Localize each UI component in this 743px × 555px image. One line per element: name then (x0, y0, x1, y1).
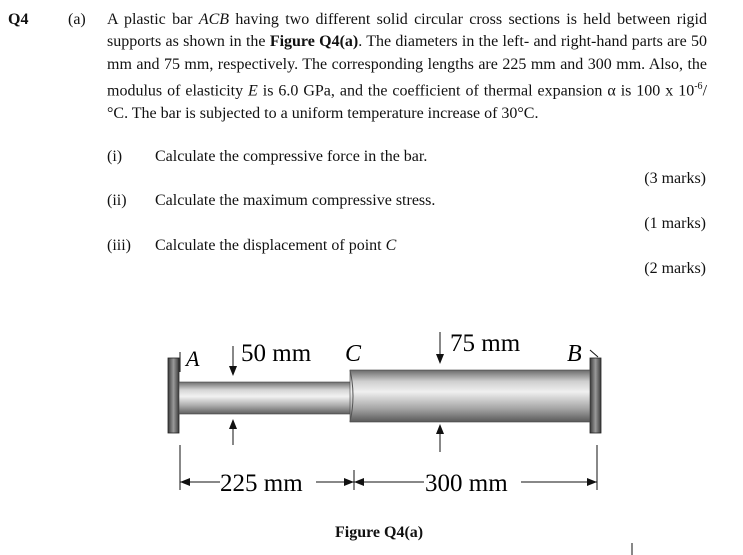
subquestion-1-text: Calculate the compressive force in the bar. (155, 148, 428, 165)
subquestion-2-marks: (1 marks) (644, 215, 706, 232)
label-A: A (186, 346, 200, 371)
subquestion-2-number: (ii) (107, 192, 127, 209)
diameter-right-label: 75 mm (450, 330, 521, 357)
subquestion-3-number: (iii) (107, 237, 131, 254)
left-rod (179, 382, 354, 414)
point-label: C (385, 237, 397, 254)
label-C: C (345, 341, 362, 367)
question-text: A plastic bar ACB having two different solid circular cross sections is held between rigid supports as shown in the Figure Q4(a). The diameters in the left- and right-hand parts are 50 mm and 75 mm, respectively. The corresponding lengths are 225 mm and 300 mm. Also, the modulus of elasticity E is 6.0 GPa, and the coefficient of thermal expansion α is 100 x $10^{-6}/^\circ C$. The bar is subjected to a uniform temperature increase of 30°C. (107, 11, 708, 122)
length-left-label: 225 mm (220, 470, 303, 497)
exponent: -6 (694, 81, 703, 93)
subquestion-1-marks: (3 marks) (644, 170, 706, 187)
subquestion-1-number: (i) (107, 148, 123, 165)
right-rod (350, 370, 590, 422)
question-part: (a) (68, 11, 86, 28)
figure-caption: Figure Q4(a) (335, 524, 424, 541)
subquestion-2-text: Calculate the maximum compressive stress. (155, 192, 436, 209)
diameter-left-label: 50 mm (241, 340, 312, 367)
modulus-symbol: E (248, 82, 258, 100)
bar-name: ACB (198, 11, 230, 28)
left-support (168, 358, 179, 433)
question-number: Q4 (8, 11, 29, 28)
right-support (590, 358, 601, 433)
subquestion-3-marks: (2 marks) (644, 260, 706, 277)
figure-reference: Figure Q4(a) (269, 33, 359, 51)
label-B: B (567, 341, 582, 367)
length-right-label: 300 mm (425, 470, 508, 497)
subquestion-3-text: Calculate the displacement of point C (155, 237, 397, 254)
